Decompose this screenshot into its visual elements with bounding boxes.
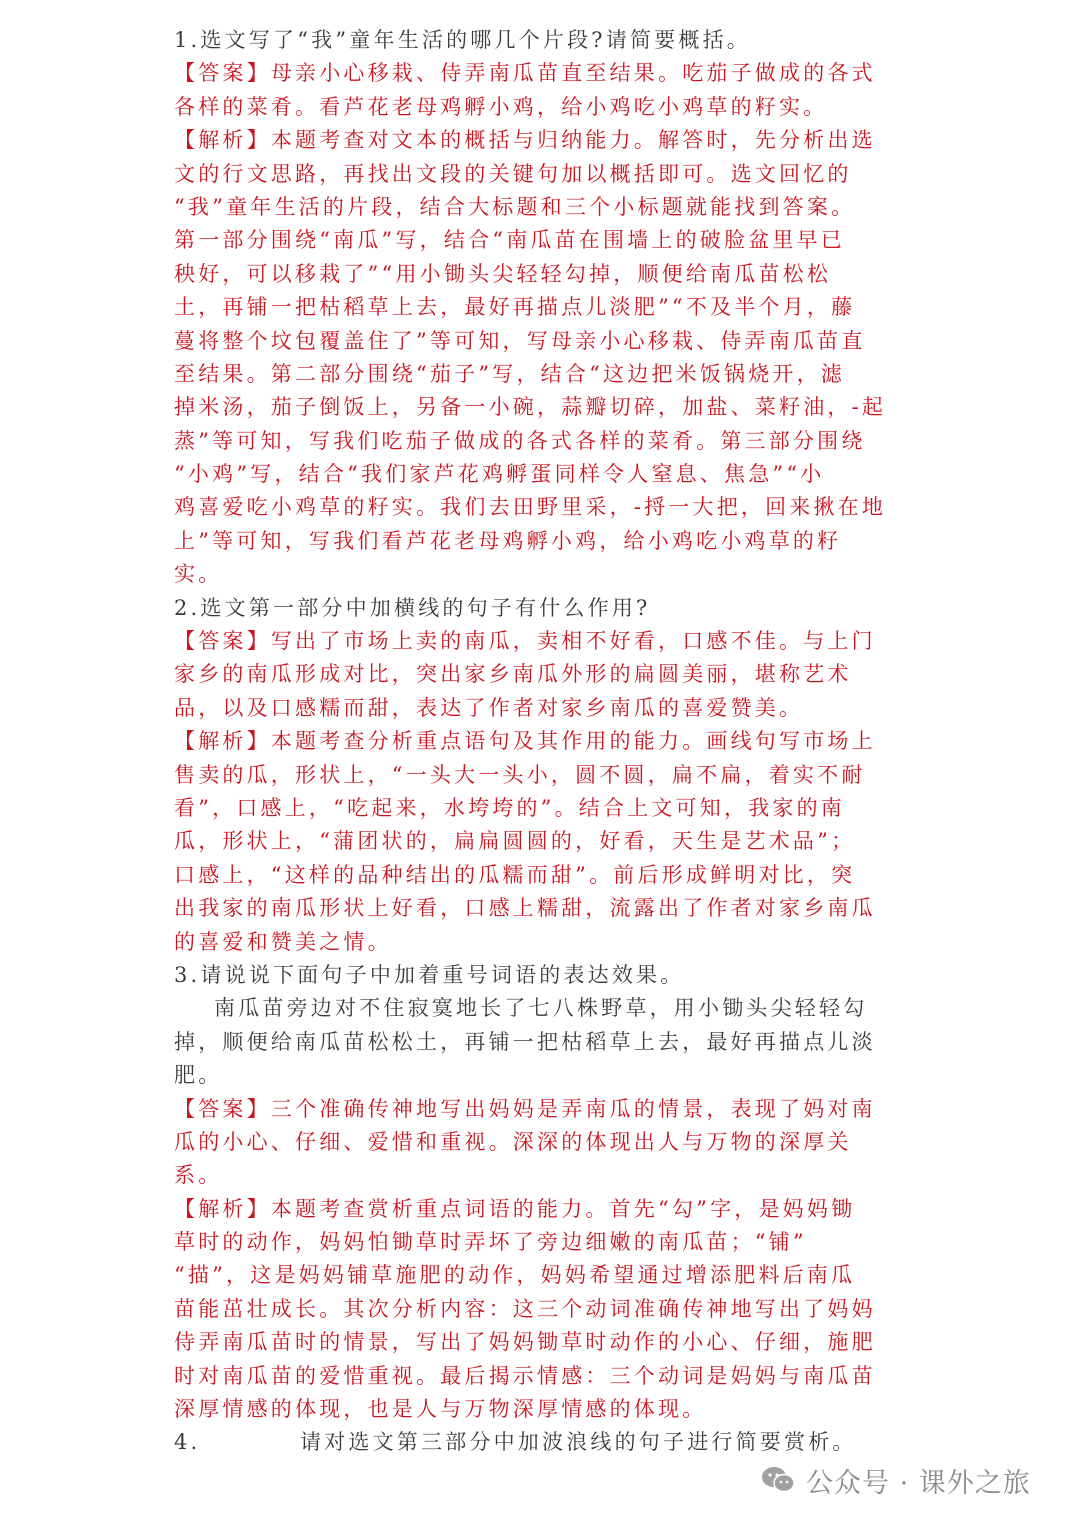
- q3-analysis-line-2: 草时的动作，妈妈怕锄草时弄坏了旁边细嫩的南瓜苗；“铺”: [174, 1230, 807, 1255]
- q3-answer-line-3: 系。: [174, 1163, 223, 1188]
- answer-tag: 【答案】: [174, 61, 271, 86]
- q2-answer-line-1: 【答案】写出了市场上卖的南瓜，卖相不好看，口感不佳。与上门: [174, 629, 876, 654]
- q3-quote-line-1: 南瓜苗旁边对不住寂寞地长了七八株野草，用小锄头尖轻轻勾: [214, 996, 868, 1021]
- q2-answer-line-3: 品，以及口感糯而甜，表达了作者对家乡南瓜的喜爱赞美。: [174, 695, 804, 720]
- q3-analysis-line-6: 时对南瓜苗的爱惜重视。最后揭示情感：三个动词是妈妈与南瓜苗: [174, 1363, 876, 1388]
- watermark-text: 公众号 · 课外之旅: [806, 1467, 1031, 1499]
- q2-analysis-line-4: 瓜，形状上，“蒲团状的，扁扁圆圆的，好看，天生是艺术品”；: [174, 829, 856, 854]
- q4-text: 请对选文第三部分中加波浪线的句子进行简要赏析。: [300, 1430, 857, 1455]
- q1-answer-line-1: 【答案】母亲小心移栽、侍弄南瓜苗直至结果。吃茄子做成的各式: [174, 61, 876, 86]
- q2-analysis-line-3: 看”，口感上，“吃起来，水垮垮的”。结合上文可知，我家的南: [174, 795, 846, 820]
- analysis-tag: 【解析】: [174, 729, 271, 754]
- q2-analysis-line-2: 售卖的瓜，形状上，“一头大一头小，圆不圆，扁不扁，着实不耐: [174, 762, 866, 787]
- q1-analysis-line-4: 第一部分围绕“南瓜”写，结合“南瓜苗在围墙上的破脸盆里早已: [174, 228, 846, 253]
- q2-analysis-line-1: 【解析】本题考查分析重点语句及其作用的能力。画线句写市场上: [174, 729, 876, 754]
- analysis-tag: 【解析】: [174, 128, 271, 153]
- q3-answer-line-1: 【答案】三个准确传神地写出妈妈是弄南瓜的情景，表现了妈对南: [174, 1096, 876, 1121]
- q1-analysis-line-7: 蔓将整个坟包覆盖住了”等可知，写母亲小心移栽、侍弄南瓜苗直: [174, 328, 866, 353]
- q3-analysis-line-1: 【解析】本题考查赏析重点词语的能力。首先“勾”字，是妈妈锄: [174, 1196, 856, 1221]
- q1-analysis-line-8: 至结果。第二部分围绕“茄子”写，结合“这边把米饭锅烧开，滤: [174, 361, 846, 386]
- q3-analysis-line-3: “描”，这是妈妈铺草施肥的动作，妈妈希望通过增添肥料后南瓜: [174, 1263, 856, 1288]
- q2-analysis-line-6: 出我家的南瓜形状上好看，口感上糯甜，流露出了作者对家乡南瓜: [174, 896, 876, 921]
- answer-tag: 【答案】: [174, 629, 271, 654]
- q3-answer-line-2: 瓜的小心、仔细、爱惜和重视。深深的体现出人与万物的深厚关: [174, 1129, 852, 1154]
- q1-analysis-line-9: 掉米汤，茄子倒饭上，另备一小碗，蒜瓣切碎，加盐、菜籽油，-起: [174, 395, 887, 420]
- q2-analysis-line-7: 的喜爱和赞美之情。: [174, 929, 392, 954]
- q3-analysis-line-5: 侍弄南瓜苗时的情景，写出了妈妈锄草时动作的小心、仔细，施肥: [174, 1330, 876, 1355]
- analysis-tag: 【解析】: [174, 1196, 271, 1221]
- q2-answer-line-2: 家乡的南瓜形成对比，突出家乡南瓜外形的扁圆美丽，堪称艺术: [174, 662, 852, 687]
- q3-quote-line-2: 掉，顺便给南瓜苗松松土，再铺一把枯稻草上去，最好再描点儿淡: [174, 1029, 876, 1054]
- q3-question: 3.请说说下面句子中加着重号词语的表达效果。: [174, 962, 685, 987]
- wechat-icon: [760, 1465, 796, 1495]
- document-page: [174, 24, 898, 1460]
- q1-answer-line-2: 各样的菜肴。看芦花老母鸡孵小鸡，给小鸡吃小鸡草的籽实。: [174, 94, 828, 119]
- q1-analysis-line-2: 文的行文思路，再找出文段的关键句加以概括即可。选文回忆的: [174, 161, 852, 186]
- q3-analysis-line-7: 深厚情感的体现，也是人与万物深厚情感的体现。: [174, 1397, 707, 1422]
- q1-analysis-line-5: 秧好，可以移栽了”“用小锄头尖轻轻勾掉，顺便给南瓜苗松松: [174, 261, 832, 286]
- q3-analysis-line-4: 苗能茁壮成长。其次分析内容：这三个动词准确传神地写出了妈妈: [174, 1296, 876, 1321]
- q3-quote-line-3: 肥。: [174, 1063, 223, 1088]
- q2-question: 2.选文第一部分中加横线的句子有什么作用?: [174, 595, 651, 620]
- q1-question: 1.选文写了“我”童年生活的哪几个片段?请简要概括。: [174, 28, 751, 52]
- q1-analysis-line-3: “我”童年生活的片段，结合大标题和三个小标题就能找到答案。: [174, 194, 856, 219]
- answer-tag: 【答案】: [174, 1096, 271, 1121]
- q1-analysis-line-13: 上”等可知，写我们看芦花老母鸡孵小鸡，给小鸡吃小鸡草的籽: [174, 528, 842, 553]
- q4-number: 4.: [174, 1430, 201, 1455]
- q1-analysis-line-6: 土，再铺一把枯稻草上去，最好再描点儿淡肥”“不及半个月，藤: [174, 295, 856, 320]
- watermark: [760, 1460, 1031, 1500]
- q1-analysis-line-11: “小鸡”写，结合“我们家芦花鸡孵蛋同样令人窒息、焦急”“小: [174, 462, 825, 487]
- q1-analysis-line-10: 蒸”等可知，写我们吃茄子做成的各式各样的菜肴。第三部分围绕: [174, 428, 866, 453]
- q1-analysis-line-1: 【解析】本题考查对文本的概括与归纳能力。解答时，先分析出选: [174, 128, 876, 153]
- q4-question: [174, 1426, 898, 1459]
- q1-analysis-line-14: 实。: [174, 562, 223, 587]
- q2-analysis-line-5: 口感上，“这样的品种结出的瓜糯而甜”。前后形成鲜明对比，突: [174, 862, 856, 887]
- q1-analysis-line-12: 鸡喜爱吃小鸡草的籽实。我们去田野里采，-捋一大把，回来揪在地: [174, 495, 887, 520]
